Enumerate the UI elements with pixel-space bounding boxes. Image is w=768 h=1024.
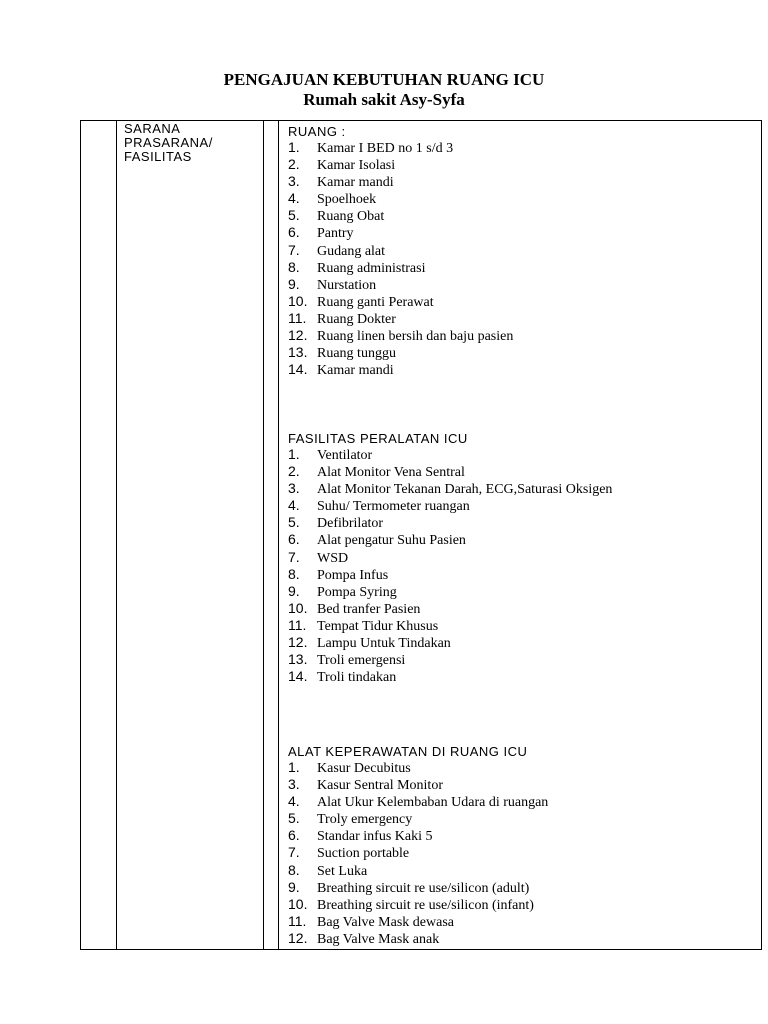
list-item-number: 1.: [288, 139, 300, 155]
category-cell: [124, 122, 213, 164]
list-item-number: 3.: [288, 173, 300, 190]
list-item-number: 13.: [288, 651, 308, 668]
list-item: [288, 913, 748, 930]
list-item-text: Standar infus Kaki 5: [317, 829, 433, 845]
list-item-text: Kamar Isolasi: [317, 158, 396, 174]
list-item-text: Troli tindakan: [317, 670, 397, 686]
section-heading: RUANG :: [288, 124, 346, 139]
list-item-number: 11.: [288, 912, 307, 929]
section-alat-keperawatan: [288, 744, 748, 947]
list-item-number: 14.: [288, 668, 308, 685]
list-item-number: 9.: [288, 582, 300, 599]
list-item: [288, 930, 748, 947]
list-item-number: 10.: [288, 599, 308, 616]
list-item-number: 11.: [288, 309, 307, 326]
list-item-number: 8.: [288, 565, 300, 582]
list-item-text: WSD: [317, 550, 349, 566]
list-item-number: 4.: [288, 793, 300, 810]
list-item-text: Ruang linen bersih dan baju pasien: [317, 329, 514, 345]
list-item-text: Ruang tunggu: [317, 346, 396, 362]
list-item-number: 1.: [288, 759, 300, 775]
list-item: [288, 600, 748, 617]
list-item-number: 7.: [288, 548, 300, 565]
section-heading: FASILITAS PERALATAN ICU: [288, 431, 468, 446]
list-item: [288, 173, 748, 190]
list-item-text: Spoelhoek: [317, 192, 377, 208]
list-item: [288, 549, 748, 566]
list-item: [288, 896, 748, 913]
list-item-number: 7.: [288, 241, 300, 258]
list-item-text: Troli emergensi: [317, 653, 406, 669]
list-item-number: 14.: [288, 361, 308, 378]
list-item: [288, 776, 748, 793]
list-item-text: Kasur Sentral Monitor: [317, 778, 443, 794]
list-item: [288, 259, 748, 276]
list-item-number: 8.: [288, 258, 300, 275]
list-item-number: 13.: [288, 344, 308, 361]
list-item-text: Breathing sircuit re use/silicon (adult): [317, 880, 530, 896]
list-item-text: Gudang alat: [317, 243, 386, 259]
category-line: PRASARANA/: [124, 135, 213, 150]
list-item-text: Lampu Untuk Tindakan: [317, 636, 451, 652]
list-item-number: 6.: [288, 224, 300, 241]
list-item-number: 10.: [288, 895, 308, 912]
list-item: [288, 668, 748, 685]
list-item-text: Pompa Infus: [317, 567, 389, 583]
list-item: [288, 566, 748, 583]
list-item-text: Suction portable: [317, 846, 410, 862]
list-item-text: Troly emergency: [317, 812, 413, 828]
list-item-text: Bed tranfer Pasien: [317, 601, 421, 617]
list-item-text: Suhu/ Termometer ruangan: [317, 499, 470, 515]
list-item-number: 12.: [288, 327, 308, 344]
list-item-text: Bag Valve Mask anak: [317, 931, 440, 947]
list-item: [288, 531, 748, 548]
list-item: [288, 759, 748, 776]
list-item-text: Alat pengatur Suhu Pasien: [317, 533, 466, 549]
document-subtitle: Rumah sakit Asy-Syfa: [303, 90, 465, 109]
list-item: [288, 480, 748, 497]
list-item: [288, 844, 748, 861]
list-item-text: Tempat Tidur Khusus: [317, 618, 439, 634]
list-item-text: Kamar mandi: [317, 363, 394, 379]
document-title: PENGAJUAN KEBUTUHAN RUANG ICU: [223, 70, 545, 89]
list-item-text: Defibrilator: [317, 516, 384, 532]
list-item-text: Pantry: [317, 226, 354, 242]
list-item: [288, 156, 748, 173]
list-item-text: Nurstation: [317, 277, 377, 293]
list-item-number: 9.: [288, 275, 300, 292]
list-item: [288, 293, 748, 310]
list-item-number: 2.: [288, 156, 300, 173]
list-item-number: 5.: [288, 207, 300, 224]
list-item-text: Ventilator: [317, 448, 373, 463]
table-divider-2: [263, 120, 264, 950]
table-divider-3: [278, 120, 279, 950]
section-fasilitas-peralatan: [288, 431, 748, 685]
list-item: [288, 310, 748, 327]
list-item: [288, 634, 748, 651]
list-item: [288, 190, 748, 207]
list-item: [288, 276, 748, 293]
list-item-number: 12.: [288, 929, 308, 946]
list-item-text: Kamar I BED no 1 s/d 3: [317, 141, 454, 156]
category-line: FASILITAS: [124, 149, 192, 164]
list-item-text: Ruang Obat: [317, 209, 385, 225]
list-item: [288, 463, 748, 480]
list-item-text: Pompa Syring: [317, 584, 397, 600]
list-item: [288, 242, 748, 259]
list-item-number: 12.: [288, 634, 308, 651]
list-item-number: 4.: [288, 497, 300, 514]
list-item-number: 6.: [288, 531, 300, 548]
section-heading: ALAT KEPERAWATAN DI RUANG ICU: [288, 744, 528, 759]
list-item: [288, 651, 748, 668]
list-item-number: 9.: [288, 878, 300, 895]
list-item: [288, 327, 748, 344]
list-item: [288, 361, 748, 378]
list-item-number: 6.: [288, 827, 300, 844]
list-item-number: 11.: [288, 616, 307, 633]
list-item-text: Kasur Decubitus: [317, 761, 411, 776]
list-item-number: 4.: [288, 190, 300, 207]
list-item: [288, 827, 748, 844]
list-item-text: Alat Monitor Vena Sentral: [317, 465, 465, 481]
list-item-number: 2.: [288, 463, 300, 480]
list-item-text: Alat Ukur Kelembaban Udara di ruangan: [317, 795, 549, 811]
section-ruang: [288, 124, 748, 378]
table-divider-1: [116, 120, 117, 950]
category-line: SARANA: [124, 121, 181, 136]
list-item: [288, 224, 748, 241]
list-item-text: Breathing sircuit re use/silicon (infant): [317, 897, 534, 913]
list-item: [288, 139, 748, 156]
list-item-number: 8.: [288, 861, 300, 878]
list-item-text: Alat Monitor Tekanan Darah, ECG,Saturasi Oksigen: [317, 482, 613, 498]
list-item: [288, 514, 748, 531]
list-item: [288, 810, 748, 827]
list-item: [288, 344, 748, 361]
list-item-text: Set Luka: [317, 863, 368, 879]
list-item: [288, 583, 748, 600]
list-item: [288, 617, 748, 634]
list-item-number: 3.: [288, 776, 300, 793]
list-item-number: 3.: [288, 480, 300, 497]
list-item-text: Ruang administrasi: [317, 260, 426, 276]
list-item-text: Ruang Dokter: [317, 311, 396, 327]
list-item-number: 5.: [288, 514, 300, 531]
list-item-text: Ruang ganti Perawat: [317, 294, 434, 310]
list-item-number: 1.: [288, 446, 300, 462]
list-item: [288, 879, 748, 896]
list-item-text: Bag Valve Mask dewasa: [317, 914, 454, 930]
list-item-number: 7.: [288, 844, 300, 861]
list-item: [288, 862, 748, 879]
list-item-text: Kamar mandi: [317, 175, 394, 191]
list-item: [288, 446, 748, 463]
list-item: [288, 497, 748, 514]
list-item: [288, 207, 748, 224]
list-item: [288, 793, 748, 810]
list-item-number: 10.: [288, 292, 308, 309]
list-item-number: 5.: [288, 810, 300, 827]
